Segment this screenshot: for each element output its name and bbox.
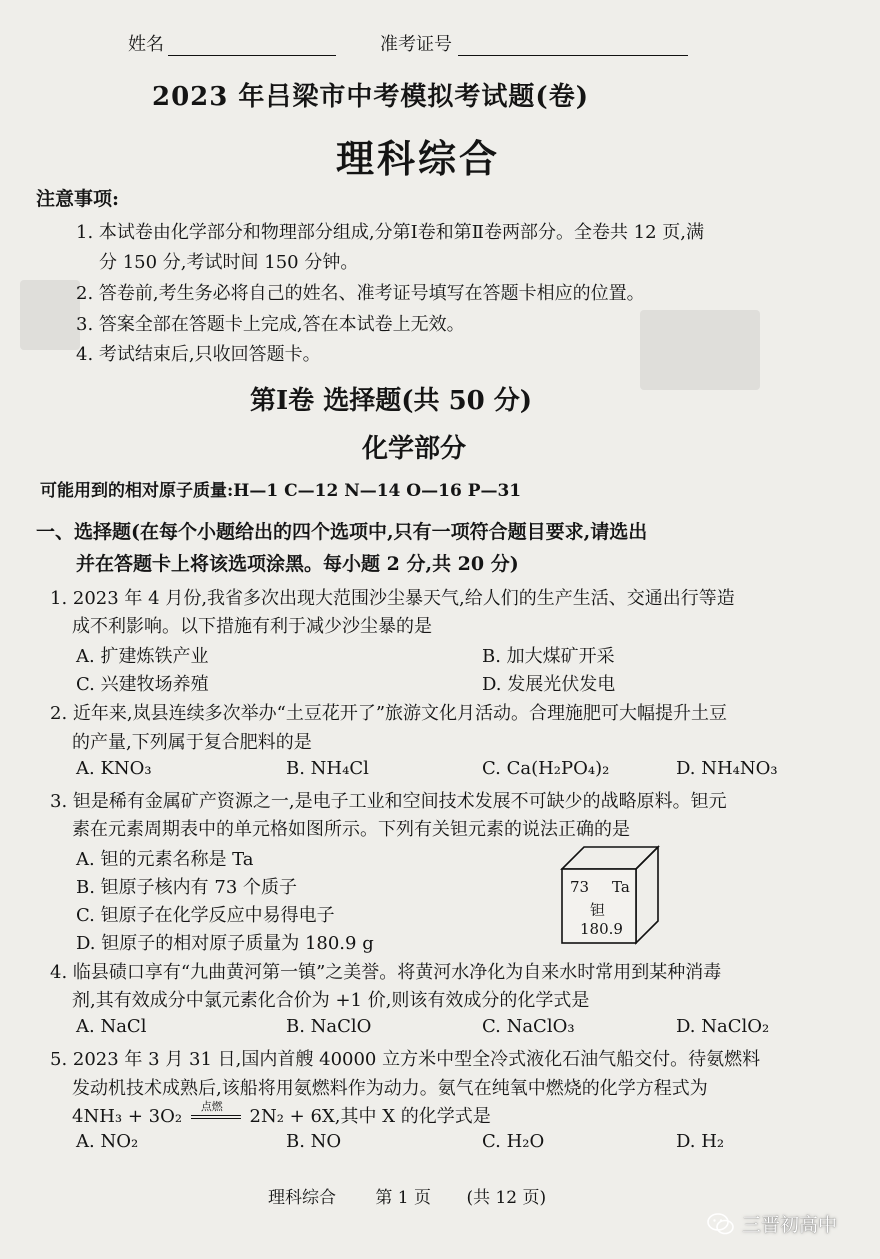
- notice-item: 2. 答卷前,考生务必将自己的姓名、准考证号填写在答题卡相应的位置。: [76, 283, 645, 304]
- question-4-stem: 4. 临县碛口享有“九曲黄河第一镇”之美誉。将黄河水净化为自来水时常用到某种消毒: [50, 962, 722, 983]
- question-2-stem: 的产量,下列属于复合肥料的是: [72, 732, 312, 753]
- element-atomic-number: 73: [570, 878, 590, 896]
- question-2-option-c[interactable]: C. Ca(H₂PO₄)₂: [482, 758, 610, 779]
- notice-heading: 注意事项:: [36, 188, 120, 210]
- question-2-stem: 2. 近年来,岚县连续多次举办“土豆花开了”旅游文化月活动。合理施肥可大幅提升土豆: [50, 703, 728, 724]
- question-3-option-c[interactable]: C. 钽原子在化学反应中易得电子: [76, 905, 335, 926]
- watermark: [706, 1210, 837, 1237]
- question-1-stem: 成不利影响。以下措施有利于减少沙尘暴的是: [72, 616, 432, 637]
- question-1-option-a[interactable]: A. 扩建炼铁产业: [76, 646, 209, 667]
- question-3-option-b[interactable]: B. 钽原子核内有 73 个质子: [76, 877, 298, 898]
- section-subtitle: 化学部分: [362, 434, 467, 464]
- wechat-icon: [706, 1212, 736, 1236]
- notice-item: 3. 答案全部在答题卡上完成,答在本试卷上无效。: [76, 314, 465, 335]
- question-4-option-a[interactable]: A. NaCl: [76, 1016, 147, 1037]
- equation-left: 4NH₃ + 3O₂: [72, 1106, 183, 1127]
- chemical-equation: [72, 1102, 491, 1128]
- bleed-through-shape: [20, 280, 80, 350]
- question-5-stem: 发动机技术成熟后,该船将用氨燃料作为动力。氨气在纯氧中燃烧的化学方程式为: [72, 1078, 708, 1099]
- exam-number-blank[interactable]: [458, 35, 688, 56]
- question-5-option-b[interactable]: B. NO: [286, 1131, 342, 1152]
- question-5-option-a[interactable]: A. NO₂: [76, 1131, 139, 1152]
- question-5-stem: 5. 2023 年 3 月 31 日,国内首艘 40000 立方米中型全冷式液化石油气船交付。待氨燃料: [50, 1049, 761, 1070]
- question-4-option-d[interactable]: D. NaClO₂: [676, 1016, 770, 1037]
- footer: [268, 1183, 546, 1208]
- atomic-masses: 可能用到的相对原子质量:H—1 C—12 N—14 O—16 P—31: [40, 481, 522, 501]
- name-field[interactable]: [128, 30, 336, 56]
- reaction-condition: 点燃: [200, 1100, 223, 1113]
- section-title: 第Ⅰ卷 选择题(共 50 分): [250, 386, 533, 416]
- question-5-option-d[interactable]: D. H₂: [676, 1131, 725, 1152]
- periodic-element-cube: [558, 845, 662, 945]
- instruction-line: 一、选择题(在每个小题给出的四个选项中,只有一项符合题目要求,请选出: [36, 521, 648, 543]
- question-4-option-c[interactable]: C. NaClO₃: [482, 1016, 575, 1037]
- question-5-option-c[interactable]: C. H₂O: [482, 1131, 545, 1152]
- name-blank[interactable]: [168, 35, 336, 56]
- reaction-arrow: [191, 1100, 241, 1126]
- name-label: 姓名: [128, 34, 164, 55]
- element-name: 钽: [590, 901, 606, 919]
- subject-title: 理科综合: [336, 136, 501, 181]
- question-3-stem: 素在元素周期表中的单元格如图所示。下列有关钽元素的说法正确的是: [72, 819, 630, 840]
- element-atomic-mass: 180.9: [580, 920, 623, 938]
- notice-item: 1. 本试卷由化学部分和物理部分组成,分第Ⅰ卷和第Ⅱ卷两部分。全卷共 12 页,满: [76, 222, 705, 243]
- exam-title: 2023 年吕梁市中考模拟考试题(卷): [152, 82, 590, 112]
- footer-subject: 理科综合: [268, 1188, 336, 1208]
- equation-right: 2N₂ + 6X,其中 X 的化学式是: [249, 1106, 491, 1127]
- question-1-stem: 1. 2023 年 4 月份,我省多次出现大范围沙尘暴天气,给人们的生产生活、交通出行等造: [50, 588, 735, 609]
- element-symbol: Ta: [612, 878, 630, 896]
- question-2-option-d[interactable]: D. NH₄NO₃: [676, 758, 778, 779]
- instruction-line: 并在答题卡上将该选项涂黑。每小题 2 分,共 20 分): [76, 553, 519, 575]
- footer-page: 第 1 页: [375, 1188, 432, 1208]
- bleed-through-shape: [640, 310, 760, 390]
- question-2-option-b[interactable]: B. NH₄Cl: [286, 758, 369, 779]
- question-3-option-a[interactable]: A. 钽的元素名称是 Ta: [76, 849, 254, 870]
- question-4-option-b[interactable]: B. NaClO: [286, 1016, 372, 1037]
- question-3-option-d[interactable]: D. 钽原子的相对原子质量为 180.9 g: [76, 933, 374, 954]
- footer-total: (共 12 页): [466, 1188, 547, 1208]
- question-1-option-b[interactable]: B. 加大煤矿开采: [482, 646, 615, 667]
- question-1-option-c[interactable]: C. 兴建牧场养殖: [76, 674, 209, 695]
- question-4-stem: 剂,其有效成分中氯元素化合价为 +1 价,则该有效成分的化学式是: [72, 990, 590, 1011]
- question-3-stem: 3. 钽是稀有金属矿产资源之一,是电子工业和空间技术发展不可缺少的战略原料。钽元: [50, 791, 727, 812]
- question-2-option-a[interactable]: A. KNO₃: [76, 758, 152, 779]
- exam-number-field[interactable]: [380, 30, 688, 56]
- watermark-text: 三晋初高中: [742, 1214, 838, 1236]
- notice-item: 4. 考试结束后,只收回答题卡。: [76, 344, 321, 365]
- notice-item: 分 150 分,考试时间 150 分钟。: [99, 252, 359, 273]
- question-1-option-d[interactable]: D. 发展光伏发电: [482, 674, 616, 695]
- exam-number-label: 准考证号: [380, 34, 452, 55]
